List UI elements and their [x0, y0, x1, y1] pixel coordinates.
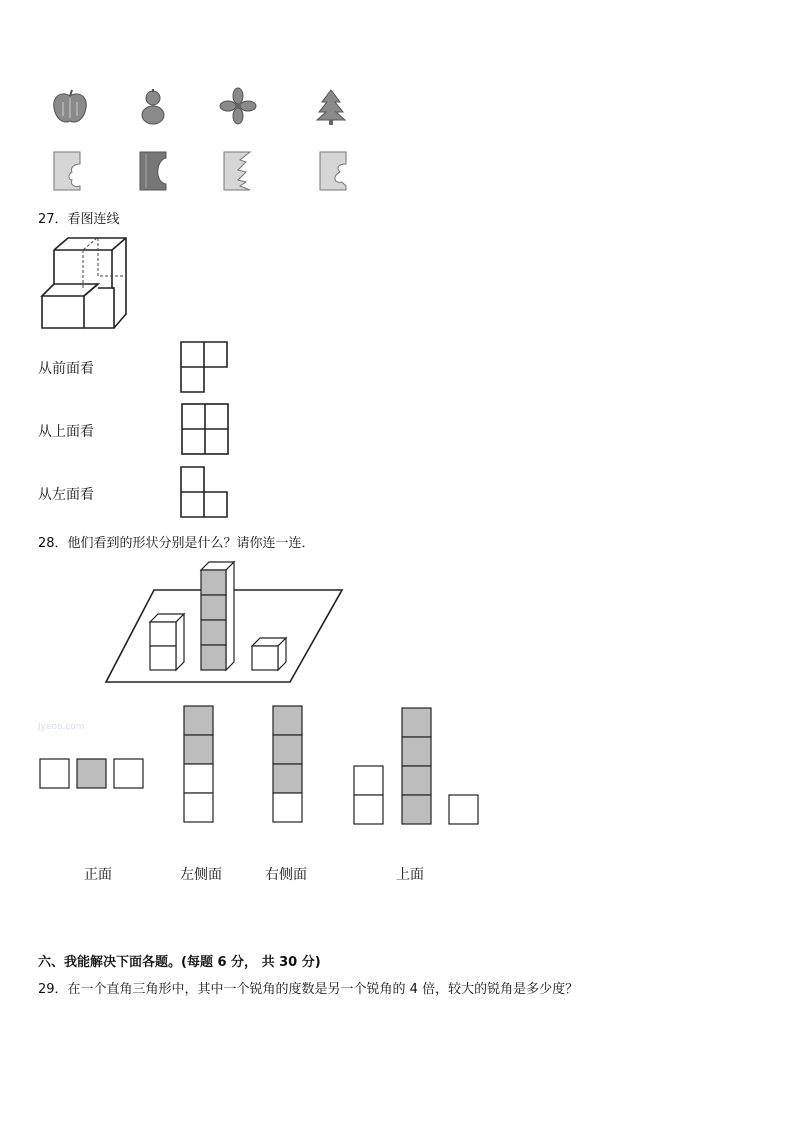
view-left-shape [180, 466, 228, 518]
section-6-heading: 六、我能解决下面各题。(每题 6 分， 共 30 分) [38, 955, 321, 970]
question-29-title: 29．在一个直角三角形中，其中一个锐角的度数是另一个锐角的 4 倍，较大的锐角是多少度？ [38, 982, 579, 997]
cutout-paper-4 [318, 150, 348, 192]
cutout-paper-3 [222, 150, 252, 192]
watermark: Jyeoo.com [38, 722, 85, 732]
view-front-shape [180, 341, 228, 393]
question-28-title: 28．他们看到的形状分别是什么？请你连一连． [38, 536, 315, 551]
cube-stack-figure [38, 234, 134, 334]
apple-figure [50, 88, 90, 126]
label-right-side: 右侧面 [265, 867, 307, 883]
option-top-view [353, 706, 481, 828]
view-label-front: 从前面看 [38, 361, 94, 377]
label-top: 上面 [396, 867, 424, 883]
label-front: 正面 [84, 867, 112, 883]
question-27-title: 27．看图连线 [38, 212, 120, 227]
view-label-top: 从上面看 [38, 424, 94, 440]
label-left-side: 左侧面 [180, 867, 222, 883]
cutout-paper-1 [52, 150, 82, 192]
view-label-left: 从左面看 [38, 487, 94, 503]
flower-figure [220, 88, 256, 124]
cubes-on-plane-figure [104, 560, 346, 686]
tree-figure [314, 88, 348, 126]
view-top-shape [181, 403, 229, 455]
cutout-paper-2 [138, 150, 168, 192]
option-front-view [39, 758, 145, 790]
option-left-side-view [183, 705, 215, 825]
option-right-side-view [272, 705, 304, 825]
gourd-figure [138, 88, 168, 126]
